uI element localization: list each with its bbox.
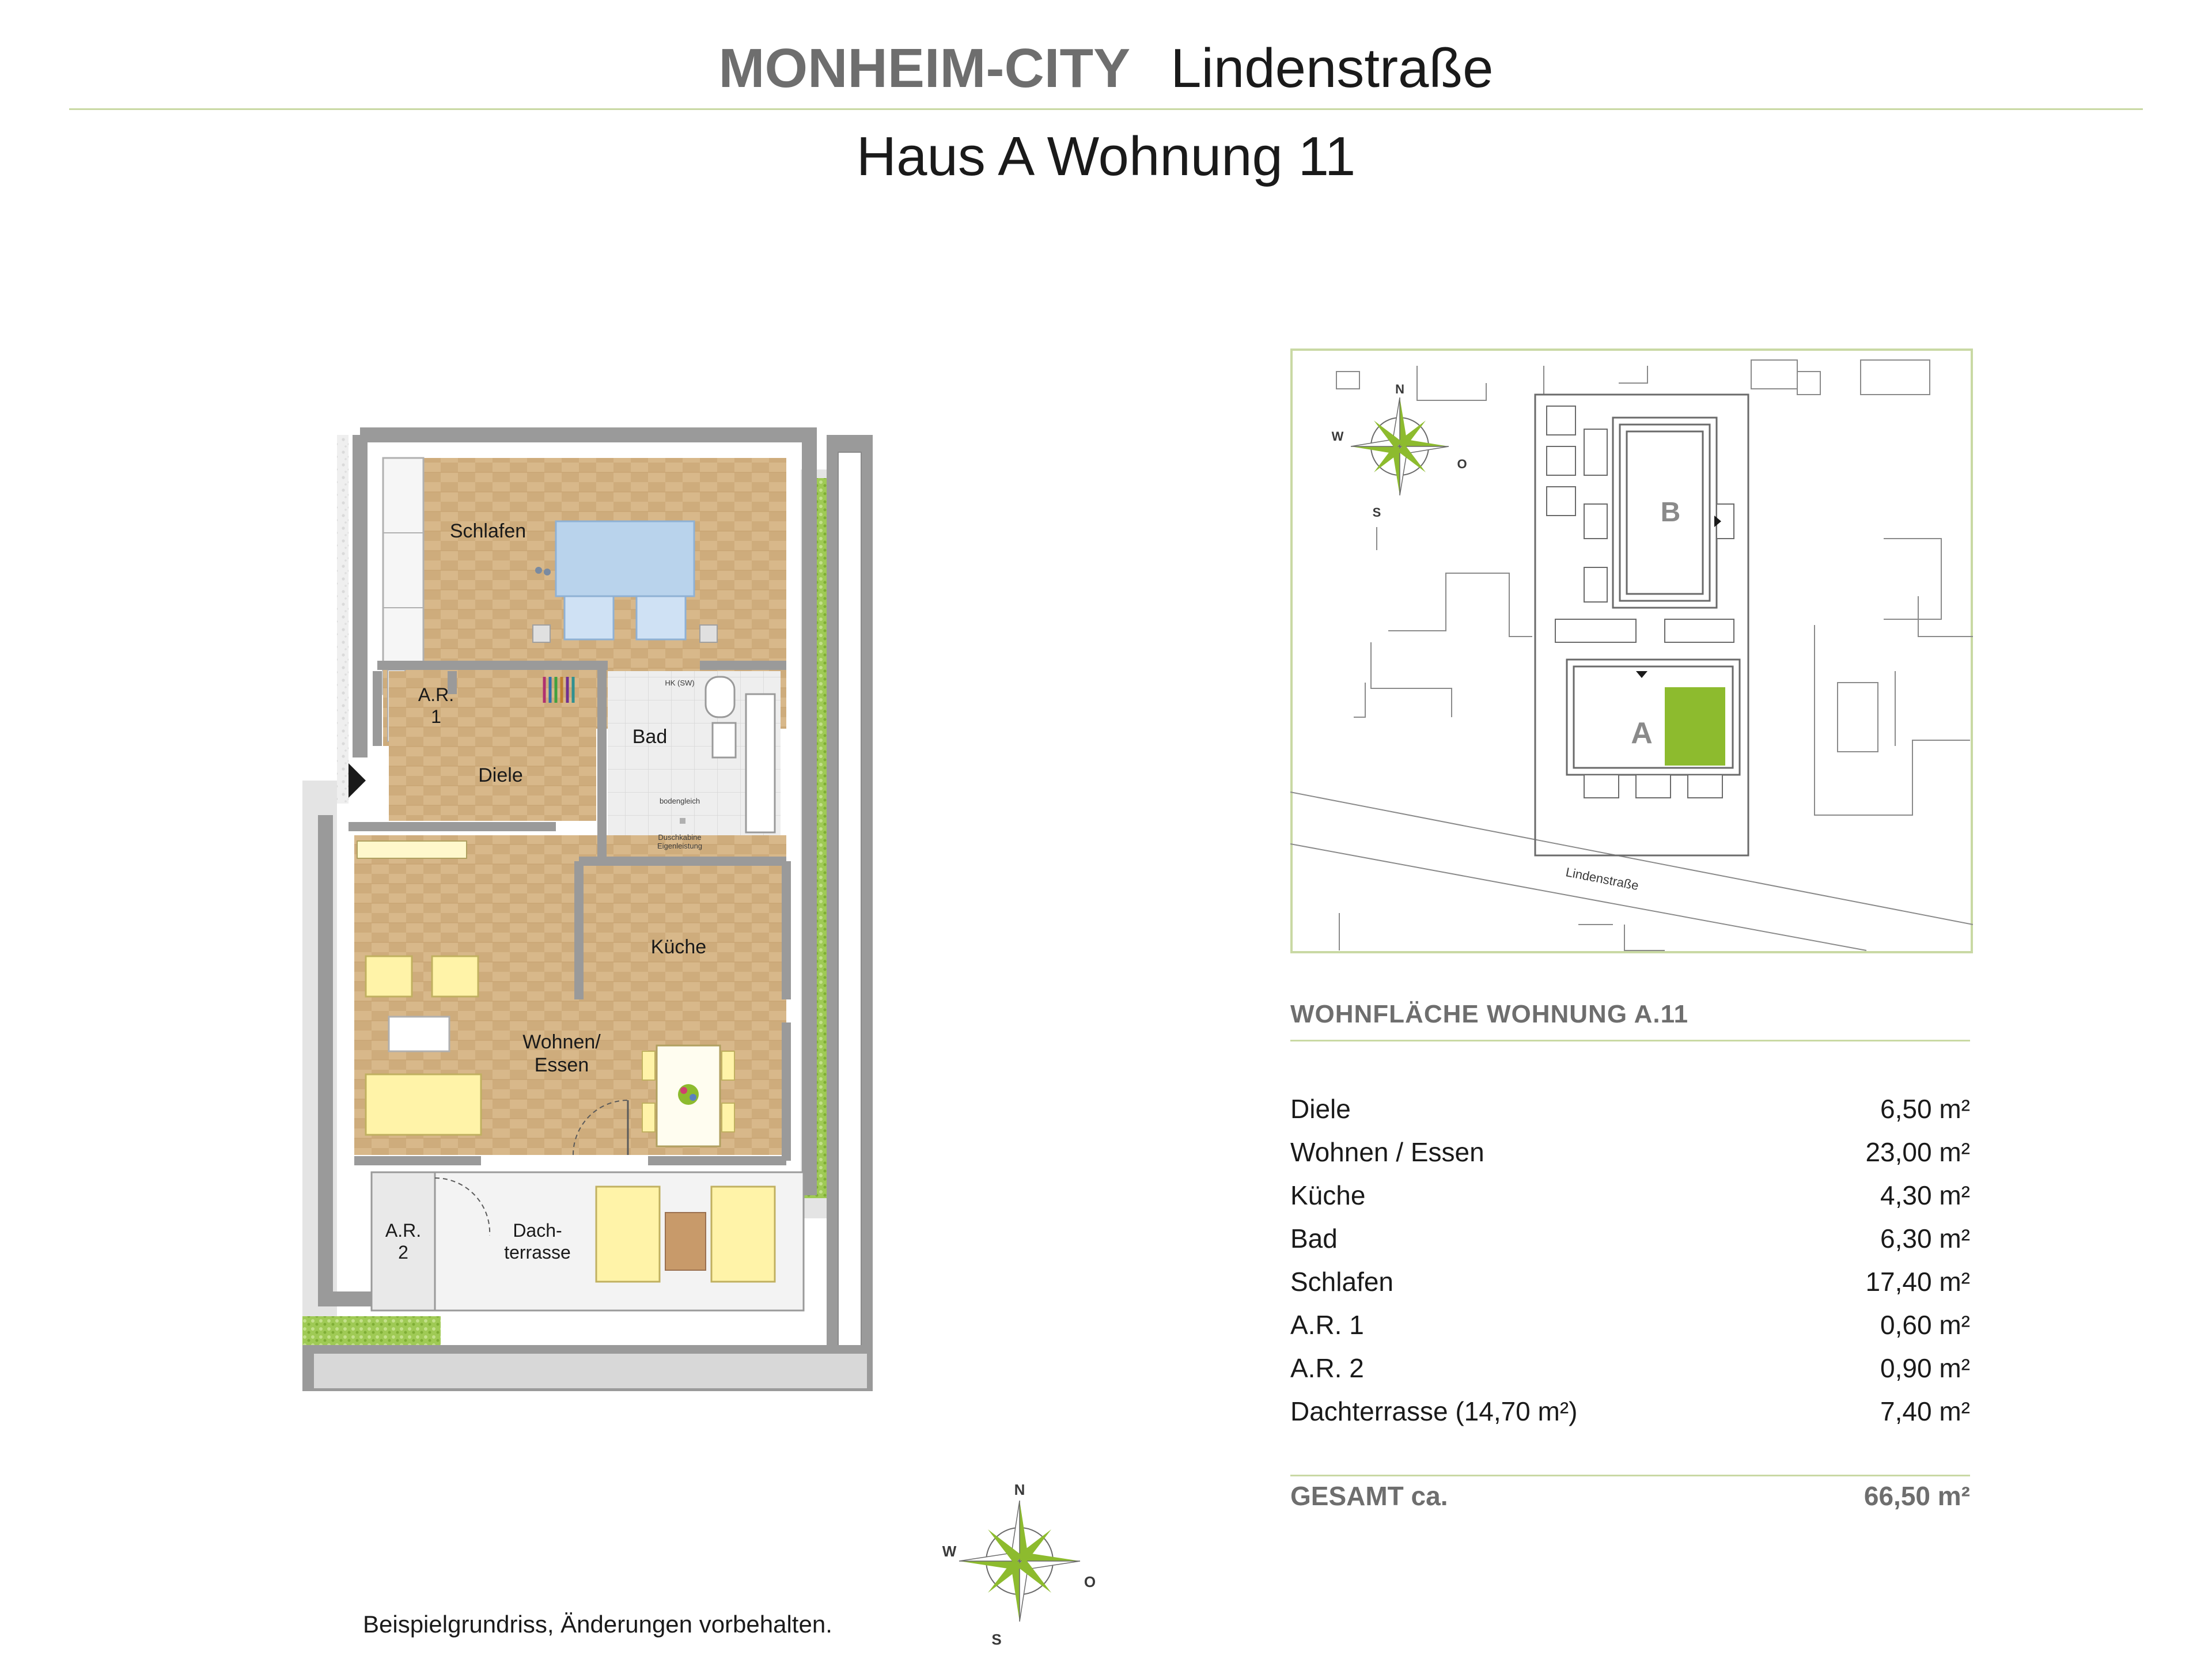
label-hk: HK (SW): [665, 679, 695, 687]
area-row-label: Küche: [1290, 1180, 1366, 1210]
area-row-value: 7,40 m²: [1880, 1396, 1970, 1426]
area-total-label: GESAMT ca.: [1290, 1481, 1448, 1511]
area-row-value: 4,30 m²: [1880, 1180, 1970, 1210]
room-label-dach: Dach-: [513, 1220, 562, 1241]
brand-name: MONHEIM-CITY: [718, 37, 1131, 99]
area-row-label: Schlafen: [1290, 1267, 1394, 1297]
area-row-value: 17,40 m²: [1865, 1267, 1970, 1297]
site-plan: [1290, 349, 1973, 953]
area-row: [1290, 1088, 1970, 1131]
compass-rose-icon: [939, 1475, 1100, 1647]
site-label-house-b: B: [1660, 497, 1681, 528]
area-row-label: A.R. 2: [1290, 1353, 1364, 1383]
area-row: [1290, 1390, 1970, 1433]
compass-n: N: [1014, 1481, 1025, 1498]
floor-plan: [302, 423, 878, 1391]
room-label-diele: Diele: [478, 764, 523, 786]
area-row: [1290, 1260, 1970, 1304]
area-row-label: Diele: [1290, 1094, 1351, 1124]
area-table-heading: WOHNFLÄCHE WOHNUNG A.11: [1290, 1000, 1689, 1028]
site-compass-o: O: [1457, 457, 1467, 471]
room-label-ar2-b: 2: [398, 1242, 408, 1263]
compass-w: W: [942, 1543, 957, 1560]
area-row-label: A.R. 1: [1290, 1310, 1364, 1340]
label-bodengleich: bodengleich: [659, 797, 700, 805]
room-label-bad: Bad: [632, 726, 668, 748]
street-name: Lindenstraße: [1171, 37, 1494, 99]
room-label-schlafen: Schlafen: [449, 520, 527, 542]
area-row: [1290, 1347, 1970, 1390]
area-row-value: 0,90 m²: [1880, 1353, 1970, 1383]
compass-o: O: [1084, 1573, 1096, 1590]
page-title: [0, 37, 2212, 100]
area-row-value: 0,60 m²: [1880, 1310, 1970, 1340]
room-label-wohnen: Wohnen/: [522, 1031, 601, 1053]
site-compass-w: W: [1331, 429, 1344, 444]
area-table-divider-top: [1290, 1040, 1970, 1041]
area-total-value: 66,50 m²: [1863, 1481, 1970, 1511]
room-label-ar2-a: A.R.: [385, 1220, 422, 1241]
area-row: [1290, 1174, 1970, 1217]
compass-s: S: [991, 1631, 1002, 1647]
area-row-value: 6,50 m²: [1880, 1094, 1970, 1124]
area-row-value: 6,30 m²: [1880, 1224, 1970, 1253]
room-label-ar1-b: 1: [431, 706, 441, 727]
area-row-value: 23,00 m²: [1865, 1137, 1970, 1167]
room-label-ar1-a: A.R.: [418, 684, 454, 705]
site-street-label: Lindenstraße: [1565, 865, 1640, 893]
room-label-essen: Essen: [534, 1054, 589, 1076]
site-compass-s: S: [1372, 505, 1381, 520]
apartment-title: Haus A Wohnung 11: [856, 126, 1356, 187]
label-eigenleistung: Eigenleistung: [657, 842, 703, 850]
area-row-label: Wohnen / Essen: [1290, 1137, 1484, 1167]
room-label-terrasse: terrasse: [504, 1242, 571, 1263]
area-row: [1290, 1131, 1970, 1174]
site-label-house-a: A: [1631, 717, 1653, 750]
area-row: [1290, 1217, 1970, 1260]
site-compass-n: N: [1395, 382, 1404, 396]
room-label-kueche: Küche: [650, 936, 707, 958]
header-divider: [69, 108, 2143, 110]
area-row-label: Dachterrasse (14,70 m²): [1290, 1396, 1578, 1426]
area-row: [1290, 1304, 1970, 1347]
footnote: Beispielgrundriss, Änderungen vorbehalten.: [363, 1611, 832, 1638]
label-duschkabine: Duschkabine: [658, 833, 702, 842]
area-row-label: Bad: [1290, 1224, 1338, 1253]
